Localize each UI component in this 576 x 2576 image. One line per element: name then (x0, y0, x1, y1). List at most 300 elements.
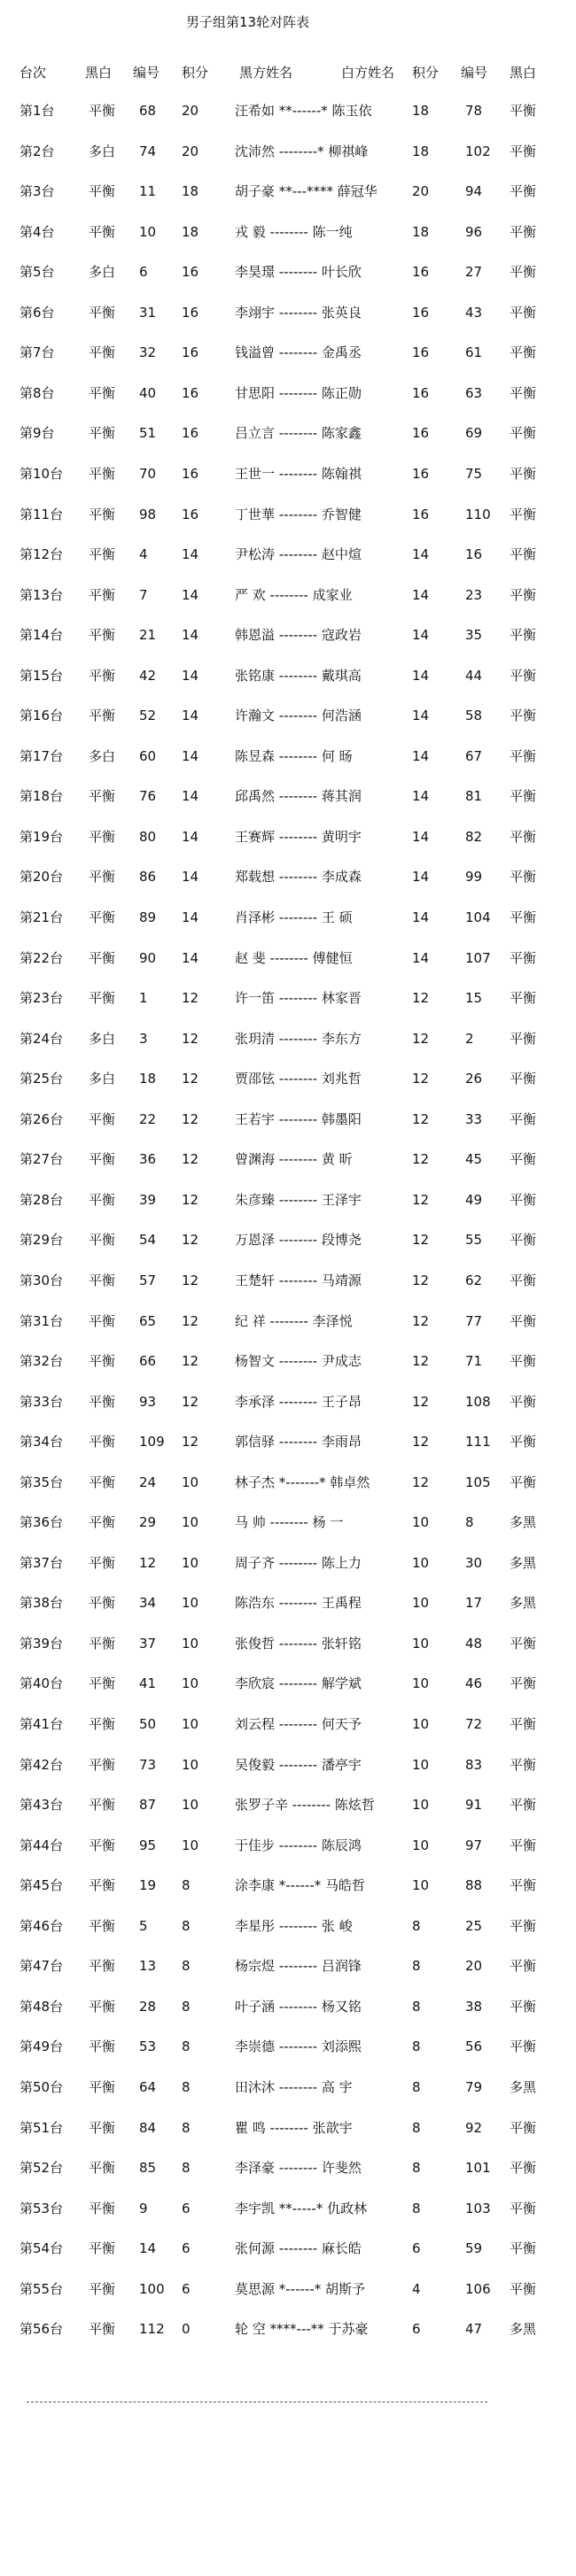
board-number: 第31台 (19, 1312, 64, 1329)
pairing-names: 杨宗煜 -------- 吕润锋 (235, 1958, 362, 1975)
white-player-number: 56 (465, 2038, 483, 2055)
table-row (0, 339, 576, 366)
table-row (0, 97, 576, 124)
white-player-number: 33 (465, 1110, 483, 1127)
board-number: 第17台 (19, 747, 64, 764)
black-player-score: 8 (182, 2119, 191, 2136)
white-player-number: 44 (465, 667, 483, 684)
board-number: 第15台 (19, 667, 64, 684)
white-player-number: 20 (465, 1958, 483, 1975)
black-color-balance: 平衡 (89, 828, 116, 845)
board-number: 第24台 (19, 1030, 64, 1047)
black-player-score: 10 (182, 1716, 199, 1732)
black-color-balance: 平衡 (89, 1877, 116, 1894)
black-color-balance: 平衡 (89, 506, 116, 522)
board-number: 第26台 (19, 1110, 64, 1127)
black-player-number: 40 (139, 384, 157, 401)
black-color-balance: 平衡 (89, 1716, 116, 1732)
pairing-names: 张何源 -------- 麻长皓 (235, 2240, 362, 2257)
black-player-number: 90 (139, 949, 157, 966)
white-color-balance: 平衡 (510, 1151, 537, 1168)
white-color-balance: 平衡 (510, 990, 537, 1007)
black-player-number: 65 (139, 1312, 157, 1329)
pairing-names: 戎 毅 -------- 陈一纯 (235, 223, 353, 240)
white-color-balance: 平衡 (510, 2280, 537, 2297)
pairing-names: 于佳步 -------- 陈辰鸿 (235, 1837, 362, 1853)
board-number: 第21台 (19, 909, 64, 925)
white-color-balance: 平衡 (510, 465, 537, 482)
pairing-names: 陈浩东 -------- 王禹程 (235, 1595, 362, 1612)
header-white-number: 编号 (461, 65, 488, 81)
black-color-balance: 平衡 (89, 1232, 116, 1249)
table-row (0, 299, 576, 326)
black-player-score: 12 (182, 1191, 199, 1208)
black-player-score: 8 (182, 1958, 191, 1975)
table-row (0, 1953, 576, 1979)
board-number: 第47台 (19, 1958, 64, 1975)
black-player-number: 34 (139, 1595, 157, 1612)
white-player-score: 16 (412, 465, 430, 482)
white-color-balance: 平衡 (510, 183, 537, 200)
board-number: 第54台 (19, 2240, 64, 2257)
black-player-score: 12 (182, 1071, 199, 1087)
table-row (0, 2074, 576, 2100)
white-color-balance: 平衡 (510, 1877, 537, 1894)
header-black-score: 积分 (182, 65, 209, 81)
black-player-score: 14 (182, 828, 199, 845)
pairing-names: 张玥清 -------- 李东方 (235, 1030, 362, 1047)
white-color-balance: 平衡 (510, 667, 537, 684)
white-color-balance: 多黑 (510, 1595, 537, 1612)
table-row (0, 1590, 576, 1616)
black-player-number: 57 (139, 1272, 157, 1288)
black-player-score: 6 (182, 2200, 191, 2216)
table-row (0, 1187, 576, 1213)
black-player-score: 10 (182, 1675, 199, 1692)
white-player-score: 16 (412, 506, 430, 522)
black-color-balance: 平衡 (89, 384, 116, 401)
white-player-number: 67 (465, 747, 483, 764)
white-player-score: 12 (412, 1071, 430, 1087)
white-player-number: 79 (465, 2078, 483, 2095)
black-player-score: 14 (182, 747, 199, 764)
white-color-balance: 多黑 (510, 1514, 537, 1531)
black-player-score: 16 (182, 425, 199, 442)
black-color-balance: 平衡 (89, 103, 116, 119)
black-player-number: 6 (139, 264, 148, 281)
board-number: 第30台 (19, 1272, 64, 1288)
white-player-score: 12 (412, 1030, 430, 1047)
white-player-score: 16 (412, 304, 430, 321)
board-number: 第50台 (19, 2078, 64, 2095)
black-color-balance: 平衡 (89, 1474, 116, 1490)
table-row (0, 582, 576, 608)
black-player-number: 32 (139, 344, 157, 361)
board-number: 第16台 (19, 708, 64, 724)
header-black-number: 编号 (133, 65, 160, 81)
black-color-balance: 平衡 (89, 1110, 116, 1127)
pairing-names: 邱禹然 -------- 蒋其润 (235, 788, 362, 805)
black-player-number: 31 (139, 304, 157, 321)
pairing-names: 王世一 -------- 陈翰祺 (235, 465, 362, 482)
white-player-number: 38 (465, 1998, 483, 2015)
pairing-names: 李崇德 -------- 刘添熙 (235, 2038, 362, 2055)
white-player-score: 4 (412, 2280, 421, 2297)
board-number: 第27台 (19, 1151, 64, 1168)
white-player-number: 97 (465, 1837, 483, 1853)
white-player-score: 12 (412, 990, 430, 1007)
black-player-number: 28 (139, 1998, 157, 2015)
table-row (0, 1791, 576, 1818)
white-player-number: 23 (465, 586, 483, 603)
black-player-number: 52 (139, 708, 157, 724)
board-number: 第42台 (19, 1756, 64, 1773)
white-player-score: 10 (412, 1837, 430, 1853)
white-player-number: 30 (465, 1554, 483, 1571)
black-player-score: 10 (182, 1635, 199, 1652)
black-color-balance: 平衡 (89, 1514, 116, 1531)
black-player-number: 21 (139, 627, 157, 644)
black-player-number: 66 (139, 1353, 157, 1370)
white-color-balance: 平衡 (510, 264, 537, 281)
white-color-balance: 平衡 (510, 1312, 537, 1329)
pairing-names: 王若宇 -------- 韩墨阳 (235, 1110, 362, 1127)
pairing-names: 林子杰 *-------* 韩卓然 (235, 1474, 370, 1490)
table-row (0, 1308, 576, 1334)
table-row (0, 824, 576, 850)
black-player-number: 95 (139, 1837, 157, 1853)
pairing-names: 万恩泽 -------- 段博尧 (235, 1232, 362, 1249)
pairing-names: 李泽豪 -------- 许斐然 (235, 2160, 362, 2177)
white-color-balance: 平衡 (510, 1353, 537, 1370)
white-player-score: 14 (412, 869, 430, 886)
table-row (0, 1348, 576, 1374)
black-player-number: 60 (139, 747, 157, 764)
black-player-number: 84 (139, 2119, 157, 2136)
black-color-balance: 平衡 (89, 2160, 116, 2177)
black-player-number: 100 (139, 2280, 165, 2297)
pairing-names: 肖泽彬 -------- 王 硕 (235, 909, 353, 925)
table-row (0, 2195, 576, 2222)
black-color-balance: 平衡 (89, 1998, 116, 2015)
black-player-score: 12 (182, 1393, 199, 1410)
black-player-score: 10 (182, 1474, 199, 1490)
black-player-score: 8 (182, 2160, 191, 2177)
white-player-score: 10 (412, 1554, 430, 1571)
board-number: 第33台 (19, 1393, 64, 1410)
board-number: 第56台 (19, 2321, 64, 2338)
black-player-number: 80 (139, 828, 157, 845)
table-row (0, 1267, 576, 1294)
table-row (0, 2115, 576, 2141)
black-player-number: 50 (139, 1716, 157, 1732)
black-player-score: 12 (182, 1030, 199, 1047)
pairing-names: 瞿 鸣 -------- 张歆宇 (235, 2119, 353, 2136)
white-color-balance: 平衡 (510, 1191, 537, 1208)
pairing-names: 朱彦臻 -------- 王泽宇 (235, 1191, 362, 1208)
pairing-names: 胡子豪 **---**** 薛冠华 (235, 183, 378, 200)
white-player-score: 14 (412, 627, 430, 644)
black-color-balance: 平衡 (89, 1191, 116, 1208)
black-player-number: 70 (139, 465, 157, 482)
black-player-number: 89 (139, 909, 157, 925)
black-player-score: 14 (182, 586, 199, 603)
white-player-number: 69 (465, 425, 483, 442)
table-row (0, 1428, 576, 1455)
black-player-score: 14 (182, 869, 199, 886)
table-row (0, 662, 576, 689)
white-player-number: 103 (465, 2200, 491, 2216)
white-player-number: 104 (465, 909, 491, 925)
white-player-number: 71 (465, 1353, 483, 1370)
white-player-score: 14 (412, 546, 430, 563)
white-player-number: 48 (465, 1635, 483, 1652)
black-player-score: 16 (182, 304, 199, 321)
white-player-score: 8 (412, 1998, 421, 2015)
table-row (0, 1146, 576, 1172)
white-player-score: 14 (412, 708, 430, 724)
table-row (0, 1389, 576, 1415)
white-player-number: 45 (465, 1151, 483, 1168)
white-player-score: 16 (412, 344, 430, 361)
black-player-number: 93 (139, 1393, 157, 1410)
black-player-number: 9 (139, 2200, 148, 2216)
black-color-balance: 平衡 (89, 1434, 116, 1450)
black-player-number: 13 (139, 1958, 157, 1975)
table-row (0, 743, 576, 770)
white-player-number: 47 (465, 2321, 483, 2338)
white-player-number: 108 (465, 1393, 491, 1410)
board-number: 第13台 (19, 586, 64, 603)
table-row (0, 1993, 576, 2020)
board-number: 第39台 (19, 1635, 64, 1652)
white-player-score: 14 (412, 828, 430, 845)
white-color-balance: 平衡 (510, 1837, 537, 1853)
white-player-number: 58 (465, 708, 483, 724)
pairing-names: 王赛辉 -------- 黄明宇 (235, 828, 362, 845)
black-player-number: 98 (139, 506, 157, 522)
table-row (0, 2154, 576, 2181)
black-color-balance: 平衡 (89, 2200, 116, 2216)
white-player-number: 17 (465, 1595, 483, 1612)
white-player-score: 14 (412, 788, 430, 805)
board-number: 第6台 (19, 304, 55, 321)
white-color-balance: 多黑 (510, 2321, 537, 2338)
white-color-balance: 平衡 (510, 506, 537, 522)
black-player-score: 12 (182, 1434, 199, 1450)
white-color-balance: 平衡 (510, 2200, 537, 2216)
black-player-score: 10 (182, 1837, 199, 1853)
table-row (0, 178, 576, 205)
white-color-balance: 平衡 (510, 1393, 537, 1410)
black-player-number: 7 (139, 586, 148, 603)
white-player-score: 12 (412, 1232, 430, 1249)
black-player-number: 12 (139, 1554, 157, 1571)
pairing-names: 吕立言 -------- 陈家鑫 (235, 425, 362, 442)
black-player-score: 10 (182, 1514, 199, 1531)
white-player-score: 10 (412, 1877, 430, 1894)
pairing-names: 张俊哲 -------- 张轩铭 (235, 1635, 362, 1652)
black-player-number: 18 (139, 1071, 157, 1087)
black-color-balance: 平衡 (89, 1312, 116, 1329)
pairing-names: 周子齐 -------- 陈上力 (235, 1554, 362, 1571)
white-color-balance: 平衡 (510, 1434, 537, 1450)
black-player-number: 36 (139, 1151, 157, 1168)
pairing-names: 尹松涛 -------- 赵中煊 (235, 546, 362, 563)
board-number: 第7台 (19, 344, 55, 361)
black-color-balance: 多白 (89, 1071, 116, 1087)
white-player-number: 25 (465, 1917, 483, 1934)
white-color-balance: 平衡 (510, 1030, 537, 1047)
pairing-names: 王楚轩 -------- 马靖源 (235, 1272, 362, 1288)
table-row (0, 1872, 576, 1899)
white-player-number: 99 (465, 869, 483, 886)
black-player-score: 10 (182, 1595, 199, 1612)
white-color-balance: 平衡 (510, 1958, 537, 1975)
board-number: 第49台 (19, 2038, 64, 2055)
white-color-balance: 平衡 (510, 586, 537, 603)
white-player-score: 14 (412, 667, 430, 684)
board-number: 第28台 (19, 1191, 64, 1208)
black-player-score: 16 (182, 465, 199, 482)
black-color-balance: 平衡 (89, 909, 116, 925)
white-player-number: 35 (465, 627, 483, 644)
table-row (0, 219, 576, 245)
board-number: 第41台 (19, 1716, 64, 1732)
white-player-score: 12 (412, 1151, 430, 1168)
white-player-score: 12 (412, 1434, 430, 1450)
black-color-balance: 平衡 (89, 2038, 116, 2055)
pairing-names: 李昊璟 -------- 叶长欣 (235, 264, 362, 281)
white-player-number: 27 (465, 264, 483, 281)
white-player-score: 12 (412, 1353, 430, 1370)
black-player-score: 8 (182, 2038, 191, 2055)
white-player-number: 77 (465, 1312, 483, 1329)
black-color-balance: 平衡 (89, 183, 116, 200)
white-color-balance: 平衡 (510, 1797, 537, 1814)
white-player-number: 96 (465, 223, 483, 240)
white-color-balance: 平衡 (510, 747, 537, 764)
white-color-balance: 平衡 (510, 1110, 537, 1127)
white-player-score: 16 (412, 384, 430, 401)
white-player-number: 46 (465, 1675, 483, 1692)
black-player-score: 16 (182, 344, 199, 361)
table-row (0, 2276, 576, 2302)
pairing-names: 曾渊海 -------- 黄 昕 (235, 1151, 353, 1168)
white-player-number: 61 (465, 344, 483, 361)
pairing-names: 马 帅 -------- 杨 一 (235, 1514, 344, 1531)
white-player-score: 10 (412, 1797, 430, 1814)
black-player-number: 41 (139, 1675, 157, 1692)
white-color-balance: 平衡 (510, 1635, 537, 1652)
board-number: 第34台 (19, 1434, 64, 1450)
pairing-names: 叶子涵 -------- 杨又铭 (235, 1998, 362, 2015)
black-player-score: 8 (182, 1998, 191, 2015)
white-color-balance: 平衡 (510, 1232, 537, 1249)
black-color-balance: 平衡 (89, 1595, 116, 1612)
header-black-color: 黑白 (85, 65, 113, 81)
pairing-names: 韩恩溢 -------- 寇政岩 (235, 627, 362, 644)
black-color-balance: 平衡 (89, 1554, 116, 1571)
board-number: 第55台 (19, 2280, 64, 2297)
pairing-names: 郑载想 -------- 李成森 (235, 869, 362, 886)
black-color-balance: 平衡 (89, 2240, 116, 2257)
white-player-score: 16 (412, 425, 430, 442)
board-number: 第32台 (19, 1353, 64, 1370)
black-player-score: 8 (182, 2078, 191, 2095)
white-color-balance: 多黑 (510, 1554, 537, 1571)
table-row (0, 1711, 576, 1737)
table-row (0, 259, 576, 285)
table-row (0, 1550, 576, 1576)
table-row (0, 2235, 576, 2262)
black-player-number: 53 (139, 2038, 157, 2055)
black-color-balance: 平衡 (89, 627, 116, 644)
table-row (0, 702, 576, 729)
white-player-score: 16 (412, 264, 430, 281)
table-row (0, 904, 576, 931)
white-player-number: 105 (465, 1474, 491, 1490)
black-player-number: 42 (139, 667, 157, 684)
white-player-score: 6 (412, 2240, 421, 2257)
black-player-number: 68 (139, 103, 157, 119)
white-color-balance: 平衡 (510, 2240, 537, 2257)
white-color-balance: 平衡 (510, 2119, 537, 2136)
white-player-number: 59 (465, 2240, 483, 2257)
board-number: 第9台 (19, 425, 55, 442)
table-row (0, 501, 576, 528)
white-player-score: 10 (412, 1756, 430, 1773)
white-player-score: 8 (412, 1917, 421, 1934)
board-number: 第8台 (19, 384, 55, 401)
pairing-names: 严 欢 -------- 成家业 (235, 586, 353, 603)
white-player-number: 75 (465, 465, 483, 482)
white-player-score: 8 (412, 1958, 421, 1975)
pairing-names: 轮 空 ****---** 于苏豪 (235, 2321, 369, 2338)
board-number: 第29台 (19, 1232, 64, 1249)
board-number: 第5台 (19, 264, 55, 281)
white-color-balance: 平衡 (510, 909, 537, 925)
white-color-balance: 平衡 (510, 1071, 537, 1087)
pairing-names: 吴俊毅 -------- 潘亭宇 (235, 1756, 362, 1773)
pairing-names: 杨智文 -------- 尹成志 (235, 1353, 362, 1370)
black-color-balance: 平衡 (89, 2321, 116, 2338)
black-color-balance: 平衡 (89, 1151, 116, 1168)
black-color-balance: 多白 (89, 747, 116, 764)
board-number: 第53台 (19, 2200, 64, 2216)
white-player-number: 102 (465, 143, 491, 159)
board-number: 第36台 (19, 1514, 64, 1531)
black-player-number: 85 (139, 2160, 157, 2177)
white-color-balance: 平衡 (510, 344, 537, 361)
white-player-number: 62 (465, 1272, 483, 1288)
table-row (0, 420, 576, 446)
white-color-balance: 平衡 (510, 1917, 537, 1934)
white-player-number: 111 (465, 1434, 491, 1450)
white-color-balance: 平衡 (510, 2038, 537, 2055)
black-player-score: 14 (182, 788, 199, 805)
board-number: 第23台 (19, 990, 64, 1007)
header-white-name: 白方姓名 (341, 65, 395, 81)
black-color-balance: 平衡 (89, 2280, 116, 2297)
table-row (0, 2033, 576, 2060)
white-player-number: 91 (465, 1797, 483, 1814)
white-color-balance: 平衡 (510, 788, 537, 805)
white-player-score: 8 (412, 2119, 421, 2136)
black-player-number: 64 (139, 2078, 157, 2095)
white-color-balance: 平衡 (510, 1716, 537, 1732)
table-row (0, 783, 576, 809)
